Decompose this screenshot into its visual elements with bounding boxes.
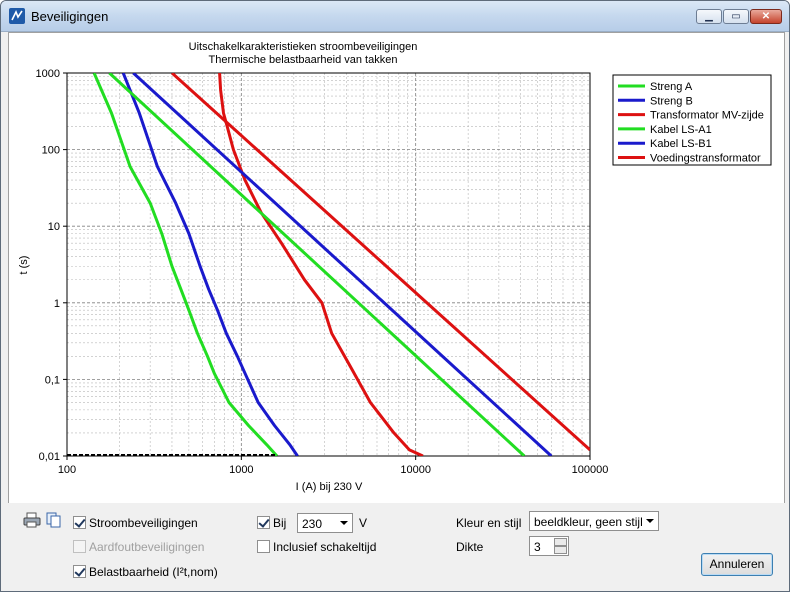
legend-label: Streng B — [650, 95, 693, 108]
legend — [613, 75, 771, 165]
inclusief-schakeltijd-checkbox[interactable] — [257, 540, 270, 553]
maximize-icon: ▭ — [731, 11, 741, 22]
window-title: Beveiligingen — [31, 9, 109, 24]
close-button[interactable] — [750, 9, 782, 24]
legend-label: Kabel LS-B1 — [650, 138, 712, 151]
dikte-label: Dikte — [456, 540, 484, 554]
y-tick-label: 0,1 — [44, 374, 60, 387]
minimize-icon: ▁ — [705, 11, 713, 22]
legend-label: Transformator MV-zijde — [650, 109, 764, 122]
y-tick-label: 10 — [47, 221, 60, 234]
app-icon — [9, 8, 25, 24]
legend-label: Streng A — [650, 81, 693, 93]
kleur-en-stijl-label: Kleur en stijl — [456, 516, 522, 530]
series-line — [172, 73, 590, 450]
spin-up-icon[interactable] — [554, 538, 567, 546]
maximize-button[interactable] — [723, 9, 749, 24]
title-bar[interactable] — [1, 1, 789, 32]
voltage-unit: V — [359, 516, 368, 530]
y-tick-label: 0,01 — [38, 451, 60, 463]
voltage-value: 230 — [302, 517, 323, 531]
y-tick-label: 1000 — [35, 68, 60, 80]
series-line — [220, 73, 423, 456]
inclusief-schakeltijd-label: Inclusief schakeltijd — [273, 540, 377, 554]
minimize-button[interactable] — [696, 9, 722, 24]
close-icon: ✕ — [761, 11, 771, 22]
printer-icon[interactable] — [23, 511, 41, 529]
chart-svg — [9, 33, 784, 503]
chart-panel — [8, 32, 785, 504]
series-line — [133, 73, 551, 456]
series-line — [94, 73, 277, 456]
annuleren-button[interactable]: Annuleren — [701, 553, 773, 576]
legend-label: Kabel LS-A1 — [650, 123, 712, 136]
voltage-select[interactable] — [297, 513, 353, 533]
belastbaarheid-label: Belastbaarheid (I²t,nom) — [89, 565, 218, 579]
bij-checkbox[interactable] — [257, 516, 270, 529]
y-tick-label: 1 — [53, 297, 60, 310]
series-lines — [67, 73, 590, 456]
aardfoutbeveiligingen-label: Aardfoutbeveiligingen — [89, 540, 205, 554]
bij-label: Bij — [273, 516, 287, 530]
belastbaarheid-checkbox[interactable] — [73, 565, 86, 578]
copy-icon[interactable] — [45, 511, 63, 529]
kleur-en-stijl-select[interactable] — [529, 511, 659, 531]
series-line — [123, 73, 297, 456]
x-axis-label: I (A) bij 230 V — [295, 481, 363, 493]
dikte-value: 3 — [534, 540, 541, 554]
kleur-en-stijl-value: beeldkleur, geen stijl — [534, 515, 643, 529]
y-tick-label: 100 — [41, 144, 60, 157]
spin-down-icon[interactable] — [554, 546, 567, 554]
x-tick-label: 100 — [57, 464, 77, 476]
x-tick-label: 10000 — [400, 464, 431, 476]
dikte-spinner[interactable] — [529, 536, 569, 556]
x-tick-label: 100000 — [571, 464, 609, 476]
chevron-down-icon — [336, 514, 352, 532]
y-axis-ticks — [36, 68, 67, 463]
stroombeveiligingen-label: Stroombeveiligingen — [89, 516, 198, 530]
chevron-down-icon — [642, 512, 658, 530]
y-axis-label: t (s) — [18, 255, 30, 275]
chart-subtitle: Thermische belastbaarheid van takken — [208, 54, 398, 66]
x-tick-label: 1000 — [229, 464, 254, 476]
chart-title: Uitschakelkarakteristieken stroombeveiligingen — [188, 41, 418, 53]
x-axis-ticks — [58, 456, 609, 476]
aardfoutbeveiligingen-checkbox[interactable] — [73, 540, 86, 553]
legend-label: Voedingstransformator — [650, 152, 761, 165]
stroombeveiligingen-checkbox[interactable] — [73, 516, 86, 529]
